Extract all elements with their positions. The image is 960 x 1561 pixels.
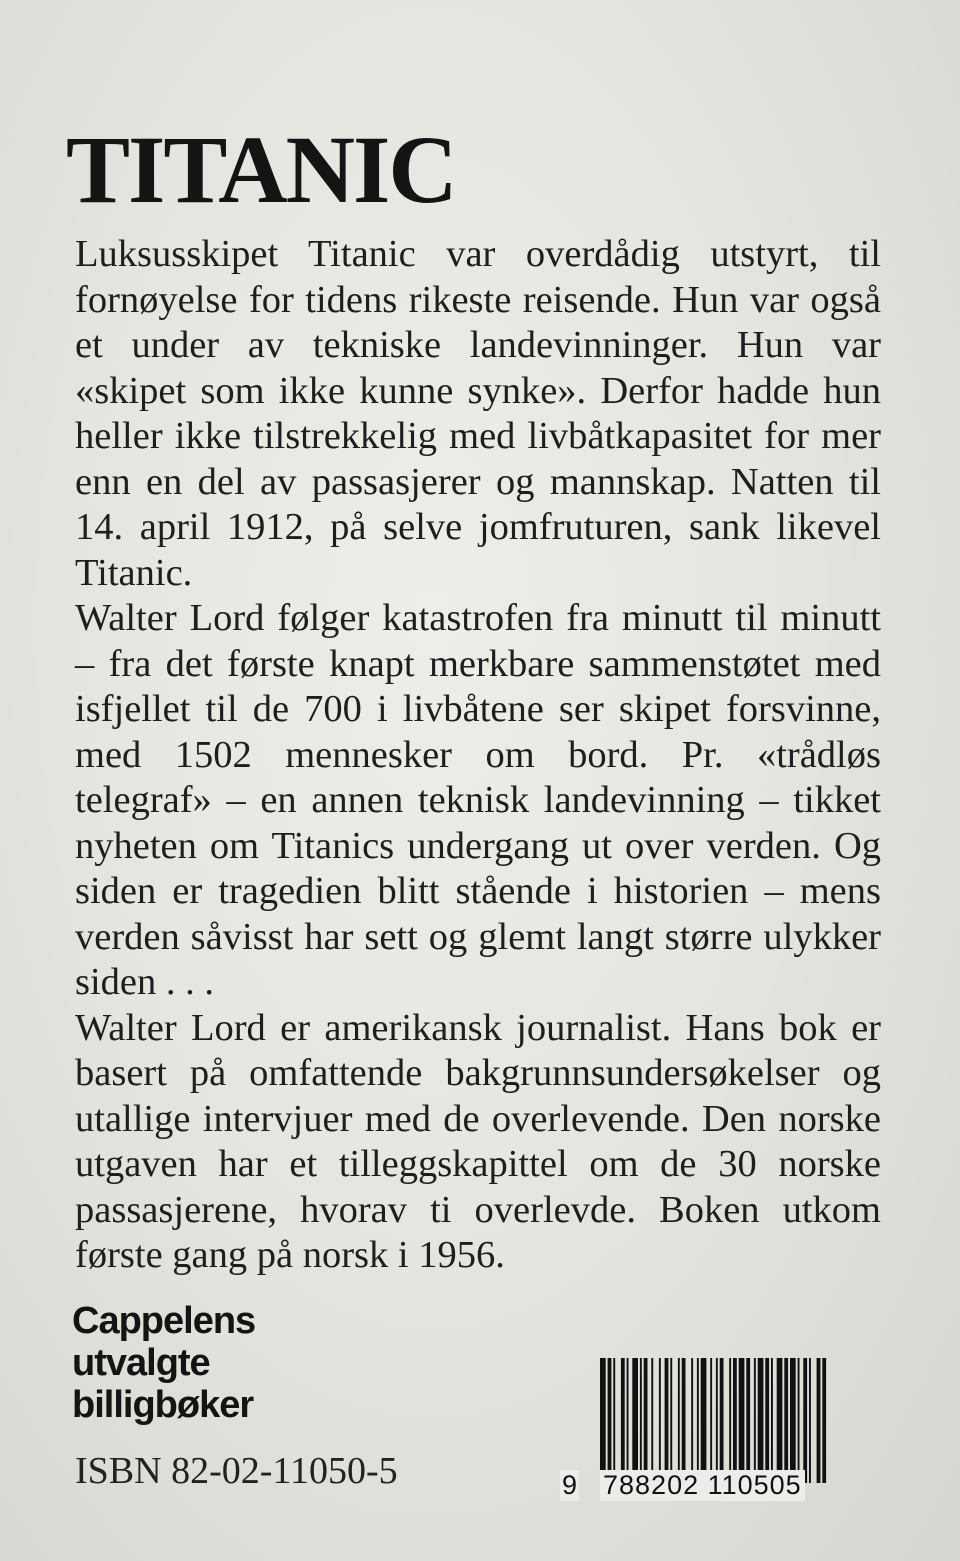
- barcode-bar: [771, 1358, 773, 1483]
- barcode-bar: [754, 1358, 756, 1483]
- barcode-bar: [697, 1358, 699, 1483]
- barcode-bar: [803, 1358, 807, 1483]
- barcode-bar: [765, 1358, 769, 1483]
- barcode-digits: 788202 110505: [600, 1470, 805, 1501]
- barcode-bar: [600, 1358, 606, 1483]
- barcode: [560, 1358, 865, 1508]
- isbn-number: ISBN 82-02-11050-5: [75, 1450, 398, 1492]
- barcode-bar: [817, 1358, 821, 1483]
- barcode-bar: [710, 1358, 712, 1483]
- barcode-bar: [758, 1358, 764, 1483]
- barcode-bar: [651, 1358, 653, 1483]
- barcode-bar: [777, 1358, 783, 1483]
- barcode-bar: [784, 1358, 788, 1483]
- barcode-bar: [716, 1358, 718, 1483]
- barcode-bar: [627, 1358, 629, 1483]
- barcode-bar: [613, 1358, 615, 1483]
- barcode-bar: [659, 1358, 661, 1483]
- barcode-bar: [739, 1358, 745, 1483]
- barcode-bar: [644, 1358, 648, 1483]
- barcode-bar: [798, 1358, 800, 1483]
- barcode-bar: [720, 1358, 724, 1483]
- barcode-bar: [790, 1358, 796, 1483]
- book-title: TITANIC: [66, 116, 456, 223]
- blurb-paragraph: Walter Lord følger katastrofen fra minutt til minutt – fra det første knapt merkbare sammenstøtet med isfjellet til de 700 i livbåtene ser skipet forsvinne, med 1502 mennesker om bord. Pr. «trådløs telegraf» – en annen teknisk landevinning – tikket nyheten om Titanics undergang ut over verden. Og siden er tragedien blitt stående i historien – mens verden såvisst har sett og glemt langt større ulykker siden . . .: [75, 597, 881, 1003]
- barcode-bar: [691, 1358, 693, 1483]
- series-line: Cappelens: [72, 1300, 256, 1342]
- series-line: billigbøker: [72, 1384, 254, 1426]
- barcode-bar: [682, 1358, 686, 1483]
- barcode-bar: [632, 1358, 638, 1483]
- barcode-bar: [746, 1358, 750, 1483]
- barcode-bar: [608, 1358, 612, 1483]
- barcode-bar: [670, 1358, 672, 1483]
- barcode-bar: [701, 1358, 707, 1483]
- barcode-bar: [733, 1358, 737, 1483]
- blurb-paragraph: Luksusskipet Titanic var overdådig utstyrt, til fornøyelse for tidens rikeste reisende. Hun var også et under av tekniske landevinninger. Hun var «skipet som ikke kunne synke». Derfor hadde hun heller ikke tilstrekkelig med livbåtkapasitet for mer enn en del av passasjerer og mannskap. Natten til 14. april 1912, på selve jomfruturen, sank likevel Titanic.: [75, 233, 881, 594]
- blurb-text: [75, 232, 881, 1279]
- blurb-paragraph: Walter Lord er amerikansk journalist. Hans bok er basert på omfattende bakgrunnsundersøkelser og utallige intervjuer med de overlevende. Den norske utgaven har et tilleggskapittel om de 30 norske passasjerene, hvorav ti overlevde. Boken utkom første gang på norsk i 1956.: [75, 1006, 881, 1276]
- barcode-bar: [822, 1358, 826, 1483]
- series-line: utvalgte: [72, 1342, 210, 1384]
- publisher-series: [72, 1300, 255, 1426]
- barcode-lead-digit: 9: [562, 1470, 578, 1500]
- barcode-bar: [621, 1358, 625, 1483]
- barcode-bar: [729, 1358, 731, 1483]
- barcode-bar: [665, 1358, 669, 1483]
- barcode-bar: [809, 1358, 811, 1483]
- barcode-bar: [678, 1358, 680, 1483]
- barcode-bar: [640, 1358, 642, 1483]
